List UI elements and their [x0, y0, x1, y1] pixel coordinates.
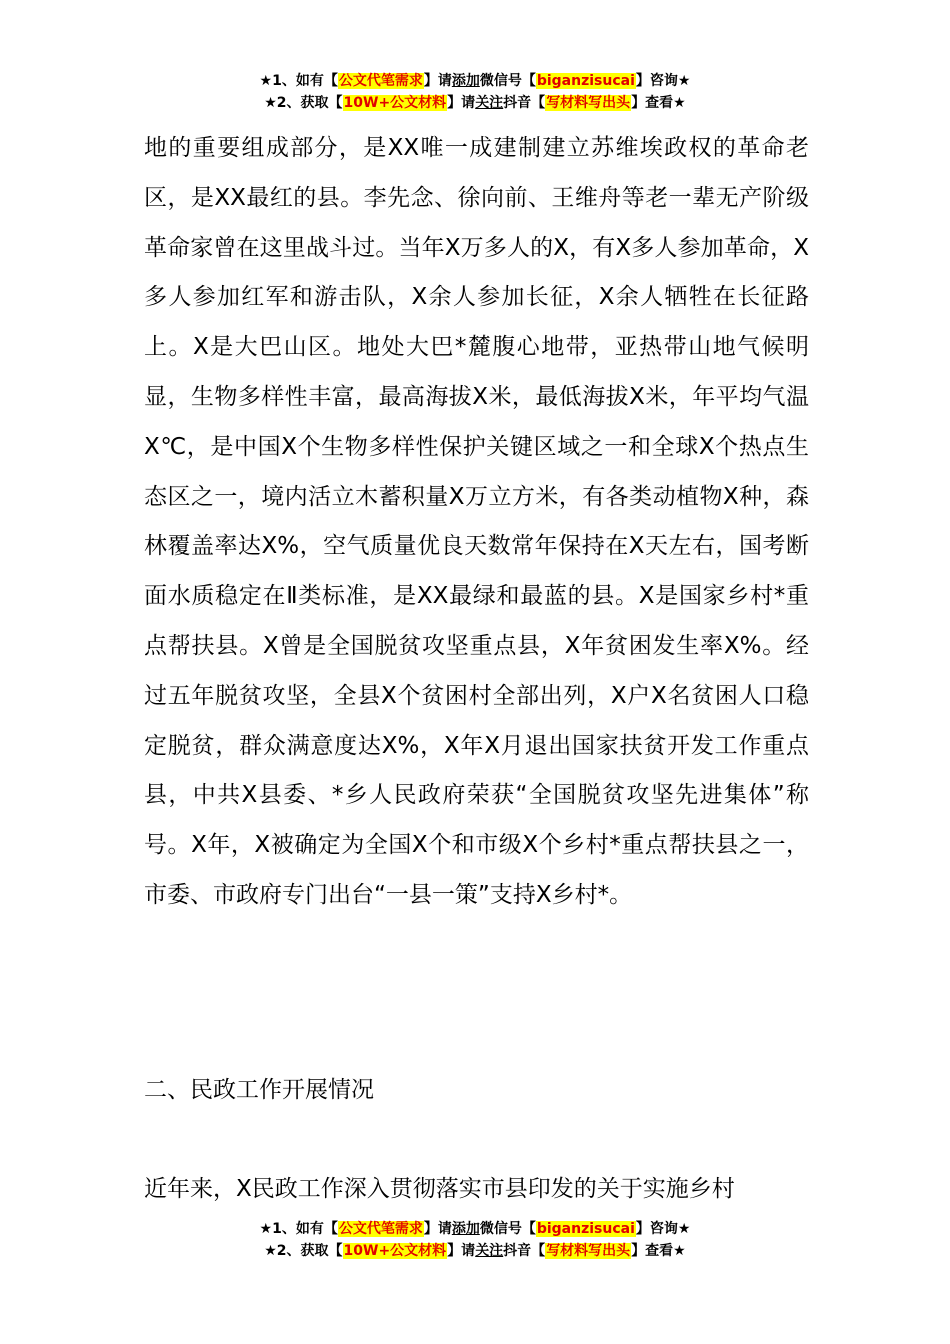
body-paragraph-2: 近年来，X民政工作深入贯彻落实市县印发的关于实施乡村	[144, 1176, 735, 1202]
banner-text: 微信号【	[479, 1221, 536, 1237]
banner-text: 】请	[447, 1243, 476, 1259]
banner-line-2	[0, 1240, 950, 1262]
banner-text: 】请	[447, 95, 476, 111]
banner-text: ★2、获取【	[264, 95, 343, 111]
banner-highlight: 公文代笔需求	[338, 73, 423, 89]
header-banner	[0, 70, 950, 114]
banner-text: 微信号【	[479, 73, 536, 89]
banner-underline: 添加	[451, 73, 480, 89]
banner-text: ★2、获取【	[264, 1243, 343, 1259]
banner-text: 】查看★	[631, 95, 686, 111]
banner-highlight: 写材料写出头	[546, 95, 631, 111]
banner-line-2	[0, 92, 950, 114]
banner-highlight: 10W+公文材料	[343, 95, 447, 111]
banner-text: ★1、如有【	[259, 73, 338, 89]
banner-highlight: 10W+公文材料	[343, 1243, 447, 1259]
banner-text: 】咨询★	[635, 1221, 691, 1237]
banner-text: 抖音【	[503, 1243, 546, 1259]
banner-text: 】查看★	[631, 1243, 686, 1259]
banner-highlight: 公文代笔需求	[338, 1221, 423, 1237]
banner-text: 抖音【	[503, 95, 546, 111]
body-paragraph-1: 地的重要组成部分，是XX唯一成建制建立苏维埃政权的革命老区，是XX最红的县。李先念、徐向前、王维舟等老一辈无产阶级革命家曾在这里战斗过。当年X万多人的X，有X多人参加革命，X多人参加红军和游击队，X余人参加长征，X余人牺牲在长征路上。X是大巴山区。地处大巴*麓腹心地带，亚热带山地气候明显，生物多样性丰富，最高海拔X米，最低海拔X米，年平均气温X℃，是中国X个生物多样性保护关键区域之一和全球X个热点生态区之一，境内活立木蓄积量X万立方米，有各类动植物X种，森林覆盖率达X%，空气质量优良天数常年保持在X天左右，国考断面水质稳定在Ⅱ类标准，是XX最绿和最蓝的县。X是国家乡村*重点帮扶县。X曾是全国脱贫攻坚重点县，X年贫困发生率X%。经过五年脱贫攻坚，全县X个贫困村全部出列，X户X名贫困人口稳定脱贫，群众满意度达X%，X年X月退出国家扶贫开发工作重点县，中共X县委、*乡人民政府荣获“全国脱贫攻坚先进集体”称号。X年，X被确定为全国X个和市级X个乡村*重点帮扶县之一，市委、市政府专门出台“一县一策”支持X乡村*。	[144, 135, 809, 908]
banner-underline: 关注	[475, 95, 504, 111]
banner-text: 】请	[423, 1221, 452, 1237]
banner-underline: 关注	[475, 1243, 504, 1259]
banner-highlight: biganzisucai	[536, 73, 635, 89]
footer-banner	[0, 1218, 950, 1262]
banner-highlight: biganzisucai	[536, 1221, 635, 1237]
banner-text: 】咨询★	[635, 73, 691, 89]
banner-line-1	[0, 70, 950, 92]
banner-line-1	[0, 1218, 950, 1240]
banner-text: ★1、如有【	[259, 1221, 338, 1237]
banner-text: 】请	[423, 73, 452, 89]
section-heading: 二、民政工作开展情况	[144, 1077, 374, 1103]
document-body	[144, 124, 809, 921]
banner-highlight: 写材料写出头	[546, 1243, 631, 1259]
banner-underline: 添加	[451, 1221, 480, 1237]
